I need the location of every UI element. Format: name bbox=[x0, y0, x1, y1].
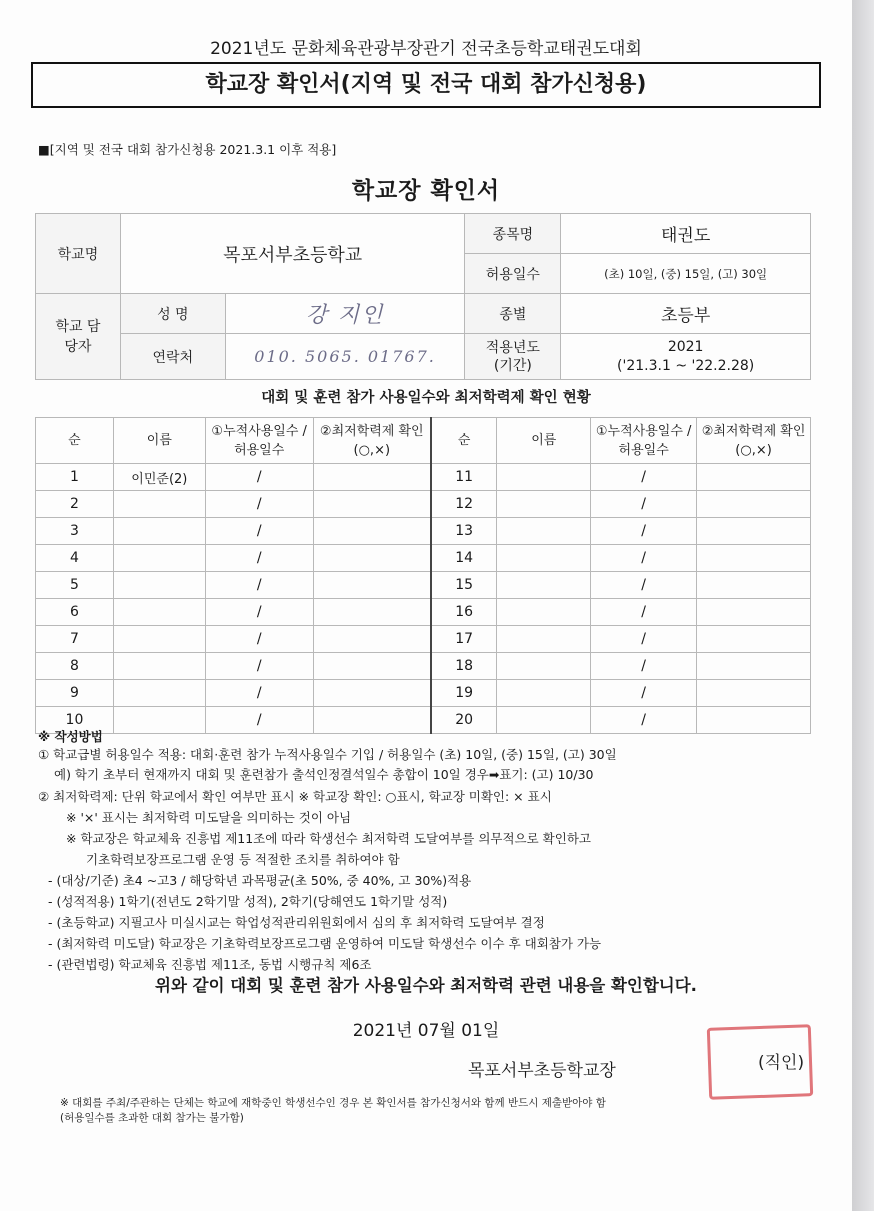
boxed-title: 학교장 확인서(지역 및 전국 대회 참가신청용) bbox=[31, 62, 821, 108]
row-no: 3 bbox=[36, 518, 114, 545]
row-name bbox=[113, 572, 205, 599]
sport-label: 종목명 bbox=[465, 214, 561, 254]
instruction-line-7: - (대상/기준) 초4 ~고3 / 해당학년 과목평균(초 50%, 중 40%, 고 30%)적용 bbox=[48, 873, 472, 888]
row-no: 11 bbox=[431, 464, 497, 491]
instruction-line-9: - (초등학교) 지필고사 미실시교는 학업성적관리위원회에서 심의 후 최저학력 도달여부 결정 bbox=[48, 915, 545, 930]
row-check bbox=[313, 653, 431, 680]
row-check bbox=[697, 653, 811, 680]
year-value: 2021 bbox=[667, 338, 704, 355]
manager-label: 학교 담당자 bbox=[36, 294, 121, 380]
event-title: 2021년도 문화체육관광부장관기 전국초등학교태권도대회 bbox=[210, 39, 642, 59]
instruction-line-11: - (관련법령) 학교체육 진흥법 제11조, 동법 시행규칙 제6조 bbox=[48, 957, 372, 972]
row-check bbox=[313, 599, 431, 626]
col-name-header-2: 이름 bbox=[497, 418, 591, 464]
year-period: ('21.3.1 ~ '22.2.28) bbox=[617, 357, 755, 374]
row-days: / bbox=[591, 626, 697, 653]
row-no: 1 bbox=[36, 464, 114, 491]
principal-name: 목포서부초등학교장 bbox=[468, 1061, 616, 1081]
row-no: 5 bbox=[36, 572, 114, 599]
row-no: 14 bbox=[431, 545, 497, 572]
row-name bbox=[497, 653, 591, 680]
row-days: / bbox=[205, 545, 313, 572]
table-row bbox=[36, 680, 811, 707]
table-row bbox=[36, 626, 811, 653]
row-days: / bbox=[591, 518, 697, 545]
table-row bbox=[36, 518, 811, 545]
col-check-header: ②최저학력제 확인(○,×) bbox=[313, 418, 431, 464]
row-no: 10 bbox=[36, 707, 114, 734]
row-check bbox=[313, 680, 431, 707]
row-days: / bbox=[205, 572, 313, 599]
row-days: / bbox=[205, 491, 313, 518]
row-check bbox=[697, 572, 811, 599]
contact-value: 010. 5065. 01767. bbox=[225, 334, 465, 380]
row-no: 19 bbox=[431, 680, 497, 707]
instruction-line-8: - (성적적용) 1학기(전년도 2학기말 성적), 2학기(당해연도 1학기말 성적) bbox=[48, 894, 448, 909]
row-check bbox=[313, 626, 431, 653]
col-name-header: 이름 bbox=[113, 418, 205, 464]
document-date: 2021년 07월 01일 bbox=[352, 1021, 500, 1041]
row-name bbox=[497, 707, 591, 734]
row-check bbox=[697, 680, 811, 707]
page-edge bbox=[852, 0, 874, 1211]
row-days: / bbox=[591, 491, 697, 518]
instruction-line-4: ※ '×' 표시는 최저학력 미도달을 의미하는 것이 아님 bbox=[66, 810, 352, 825]
row-no: 4 bbox=[36, 545, 114, 572]
instruction-line-5: ※ 학교장은 학교체육 진흥법 제11조에 따라 학생선수 최저학력 도달여부를 의무적으로 확인하고 bbox=[66, 831, 591, 846]
footnote-line-1: ※ 대회를 주최/주관하는 단체는 학교에 재학중인 학생선수인 경우 본 확인서를 참가신청서와 함께 반드시 제출받아야 함 bbox=[60, 1097, 606, 1109]
footnote-line-2: (허용일수를 초과한 대회 참가는 불가함) bbox=[60, 1112, 244, 1124]
row-name bbox=[113, 518, 205, 545]
row-name bbox=[497, 464, 591, 491]
row-no: 8 bbox=[36, 653, 114, 680]
year-label: 적용년도 (기간) bbox=[465, 334, 561, 380]
col-no-header: 순 bbox=[36, 418, 114, 464]
table-row bbox=[36, 545, 811, 572]
name-label: 성 명 bbox=[120, 294, 225, 334]
instruction-line-10: - (최저학력 미도달) 학교장은 기초학력보장프로그램 운영하여 미도달 학생선수 이수 후 대회참가 가능 bbox=[48, 936, 602, 951]
col-days-header: ①누적사용일수 /허용일수 bbox=[205, 418, 313, 464]
instruction-line-1: ① 학교급별 허용일수 적용: 대회·훈련 참가 누적사용일수 기입 / 허용일수 (초) 10일, (중) 15일, (고) 30일 bbox=[38, 747, 617, 762]
instruction-line-2: 예) 학기 초부터 현재까지 대회 및 훈련참가 출석인정결석일수 총합이 10일 경우➡표기: (고) 10/30 bbox=[54, 767, 594, 782]
row-check bbox=[313, 464, 431, 491]
name-value: 강 지인 bbox=[225, 294, 465, 334]
year-cell bbox=[561, 334, 811, 380]
table-row bbox=[36, 653, 811, 680]
row-name bbox=[113, 680, 205, 707]
row-check bbox=[697, 707, 811, 734]
participants-table bbox=[35, 417, 811, 734]
days-value: (초) 10일, (중) 15일, (고) 30일 bbox=[561, 254, 811, 294]
instructions-header: ※ 작성방법 bbox=[38, 729, 103, 744]
contact-label: 연락처 bbox=[120, 334, 225, 380]
division-value: 초등부 bbox=[561, 294, 811, 334]
row-no: 16 bbox=[431, 599, 497, 626]
row-name bbox=[497, 599, 591, 626]
confirmation-statement: 위와 같이 대회 및 훈련 참가 사용일수와 최저학력 관련 내용을 확인합니다. bbox=[155, 976, 697, 995]
row-check bbox=[313, 545, 431, 572]
row-no: 9 bbox=[36, 680, 114, 707]
row-no: 6 bbox=[36, 599, 114, 626]
row-no: 2 bbox=[36, 491, 114, 518]
row-name bbox=[497, 680, 591, 707]
col-no-header-2: 순 bbox=[431, 418, 497, 464]
division-label: 종별 bbox=[465, 294, 561, 334]
row-check bbox=[697, 626, 811, 653]
row-check bbox=[697, 464, 811, 491]
row-check bbox=[313, 518, 431, 545]
table-header-row bbox=[36, 418, 811, 464]
row-name bbox=[497, 491, 591, 518]
row-name bbox=[113, 545, 205, 572]
row-name bbox=[113, 626, 205, 653]
row-no: 15 bbox=[431, 572, 497, 599]
row-name bbox=[113, 653, 205, 680]
table-row bbox=[36, 599, 811, 626]
doc-title: 학교장 확인서 bbox=[351, 178, 501, 204]
row-no: 12 bbox=[431, 491, 497, 518]
col-check-header-2: ②최저학력제 확인(○,×) bbox=[697, 418, 811, 464]
row-days: / bbox=[591, 707, 697, 734]
row-days: / bbox=[205, 707, 313, 734]
row-check bbox=[697, 491, 811, 518]
row-days: / bbox=[205, 599, 313, 626]
sport-value: 태권도 bbox=[561, 214, 811, 254]
seal-label: (직인) bbox=[758, 1053, 805, 1073]
row-name bbox=[113, 599, 205, 626]
row-days: / bbox=[591, 464, 697, 491]
row-name bbox=[497, 626, 591, 653]
row-days: / bbox=[205, 518, 313, 545]
row-no: 7 bbox=[36, 626, 114, 653]
instruction-line-3: ② 최저학력제: 단위 학교에서 확인 여부만 표시 ※ 학교장 확인: ○표시, 학교장 미확인: × 표시 bbox=[38, 789, 552, 804]
row-days: / bbox=[591, 545, 697, 572]
row-days: / bbox=[591, 599, 697, 626]
row-days: / bbox=[205, 464, 313, 491]
section-title: 대회 및 훈련 참가 사용일수와 최저학력제 확인 현황 bbox=[261, 390, 591, 406]
row-check bbox=[697, 518, 811, 545]
row-check bbox=[697, 545, 811, 572]
row-name bbox=[113, 491, 205, 518]
row-days: / bbox=[591, 572, 697, 599]
row-check bbox=[697, 599, 811, 626]
row-no: 13 bbox=[431, 518, 497, 545]
row-no: 18 bbox=[431, 653, 497, 680]
footnote bbox=[60, 1096, 830, 1126]
table-row bbox=[36, 464, 811, 491]
table-row bbox=[36, 572, 811, 599]
row-check bbox=[313, 491, 431, 518]
col-days-header-2: ①누적사용일수 /허용일수 bbox=[591, 418, 697, 464]
row-check bbox=[313, 707, 431, 734]
row-days: / bbox=[591, 653, 697, 680]
info-table bbox=[35, 213, 811, 380]
row-check bbox=[313, 572, 431, 599]
days-label: 허용일수 bbox=[465, 254, 561, 294]
row-no: 17 bbox=[431, 626, 497, 653]
instruction-line-6: 기초학력보장프로그램 운영 등 적절한 조치를 취하여야 함 bbox=[86, 852, 400, 867]
row-days: / bbox=[205, 626, 313, 653]
row-name bbox=[497, 545, 591, 572]
school-name: 목포서부초등학교 bbox=[120, 214, 465, 294]
row-days: / bbox=[591, 680, 697, 707]
table-row bbox=[36, 491, 811, 518]
row-days: / bbox=[205, 680, 313, 707]
row-name bbox=[497, 518, 591, 545]
notice-line: ■[지역 및 전국 대회 참가신청용 2021.3.1 이후 적용] bbox=[38, 142, 337, 157]
row-days: / bbox=[205, 653, 313, 680]
row-name bbox=[497, 572, 591, 599]
row-name bbox=[113, 707, 205, 734]
row-name: 이민준(2) bbox=[113, 464, 205, 491]
table-row bbox=[36, 707, 811, 734]
school-label: 학교명 bbox=[36, 214, 121, 294]
row-no: 20 bbox=[431, 707, 497, 734]
